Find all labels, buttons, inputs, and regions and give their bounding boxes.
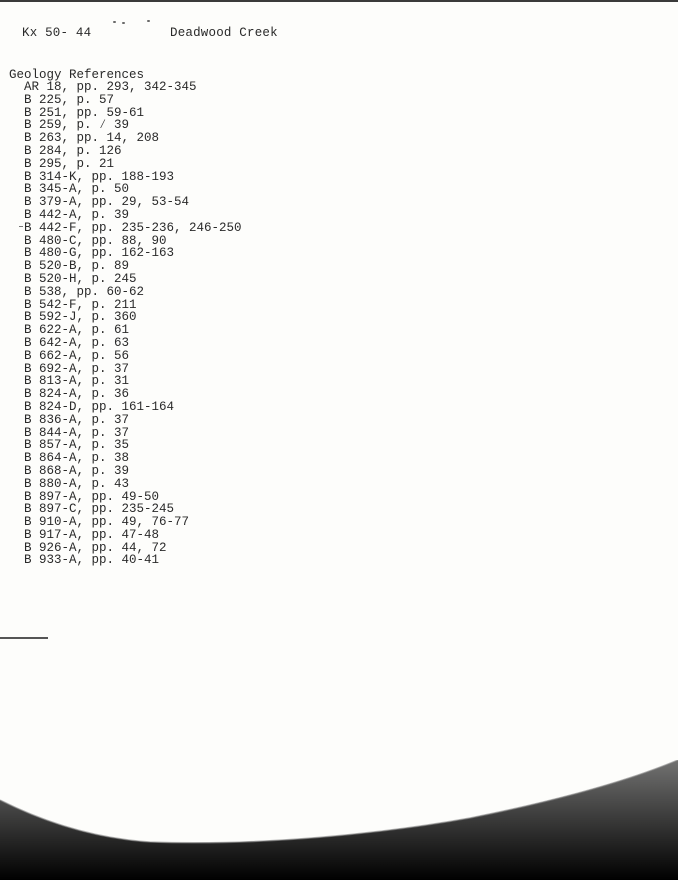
reference-item: B 259, p. ⁄ 39	[24, 118, 130, 133]
reference-item: B 910-A, pp. 49, 76-77	[24, 515, 190, 530]
reference-item: B 897-A, pp. 49-50	[24, 489, 160, 504]
reference-item: B 284, p. 126	[24, 143, 122, 158]
reference-item: B 442-A, p. 39	[24, 207, 130, 222]
scan-shadow	[0, 760, 678, 880]
reference-item: B 622-A, p. 61	[24, 323, 130, 338]
reference-item: B 868-A, p. 39	[24, 463, 130, 478]
reference-item: B 880-A, p. 43	[24, 476, 130, 491]
reference-item: B 480-C, pp. 88, 90	[24, 233, 167, 248]
margin-rule	[0, 637, 48, 639]
record-name: Deadwood Creek	[170, 26, 278, 40]
reference-item: B 824-A, p. 36	[24, 387, 130, 402]
reference-item: B 926-A, pp. 44, 72	[24, 540, 167, 555]
reference-item: B 542-F, p. 211	[24, 297, 137, 312]
record-id: Kx 50- 44	[22, 26, 92, 40]
reference-item: B 592-J, p. 360	[24, 310, 137, 325]
reference-item: B 442-F, pp. 235-236, 246-250	[24, 220, 242, 235]
page-top-edge	[0, 0, 678, 2]
reference-item: B 520-H, p. 245	[24, 271, 137, 286]
reference-item: B 225, p. 57	[24, 92, 115, 107]
reference-item: B 642-A, p. 63	[24, 335, 130, 350]
reference-item: B 692-A, p. 37	[24, 361, 130, 376]
reference-item: B 538, pp. 60-62	[24, 284, 145, 299]
section-title: Geology References	[9, 68, 145, 82]
reference-item: B 662-A, p. 56	[24, 348, 130, 363]
reference-item: B 836-A, p. 37	[24, 412, 130, 427]
reference-item: B 480-G, pp. 162-163	[24, 246, 175, 261]
margin-tick	[19, 226, 23, 227]
reference-item: B 345-A, p. 50	[24, 182, 130, 197]
scan-speck	[122, 22, 125, 24]
reference-item: B 251, pp. 59-61	[24, 105, 145, 120]
reference-item: B 897-C, pp. 235-245	[24, 502, 175, 517]
reference-list	[24, 81, 242, 567]
scan-speck	[113, 21, 116, 23]
reference-item: B 813-A, p. 31	[24, 374, 130, 389]
reference-item: B 314-K, pp. 188-193	[24, 169, 175, 184]
reference-item: B 864-A, p. 38	[24, 451, 130, 466]
reference-item: B 917-A, pp. 47-48	[24, 527, 160, 542]
reference-item: B 263, pp. 14, 208	[24, 131, 160, 146]
reference-item: B 379-A, pp. 29, 53-54	[24, 195, 190, 210]
scan-speck	[147, 20, 150, 22]
reference-item: AR 18, pp. 293, 342-345	[24, 80, 197, 94]
reference-item: B 520-B, p. 89	[24, 259, 130, 274]
reference-item: B 824-D, pp. 161-164	[24, 399, 175, 414]
reference-item: B 844-A, p. 37	[24, 425, 130, 440]
reference-item: B 295, p. 21	[24, 156, 115, 171]
reference-item: B 933-A, pp. 40-41	[24, 553, 160, 568]
reference-item: B 857-A, p. 35	[24, 438, 130, 453]
